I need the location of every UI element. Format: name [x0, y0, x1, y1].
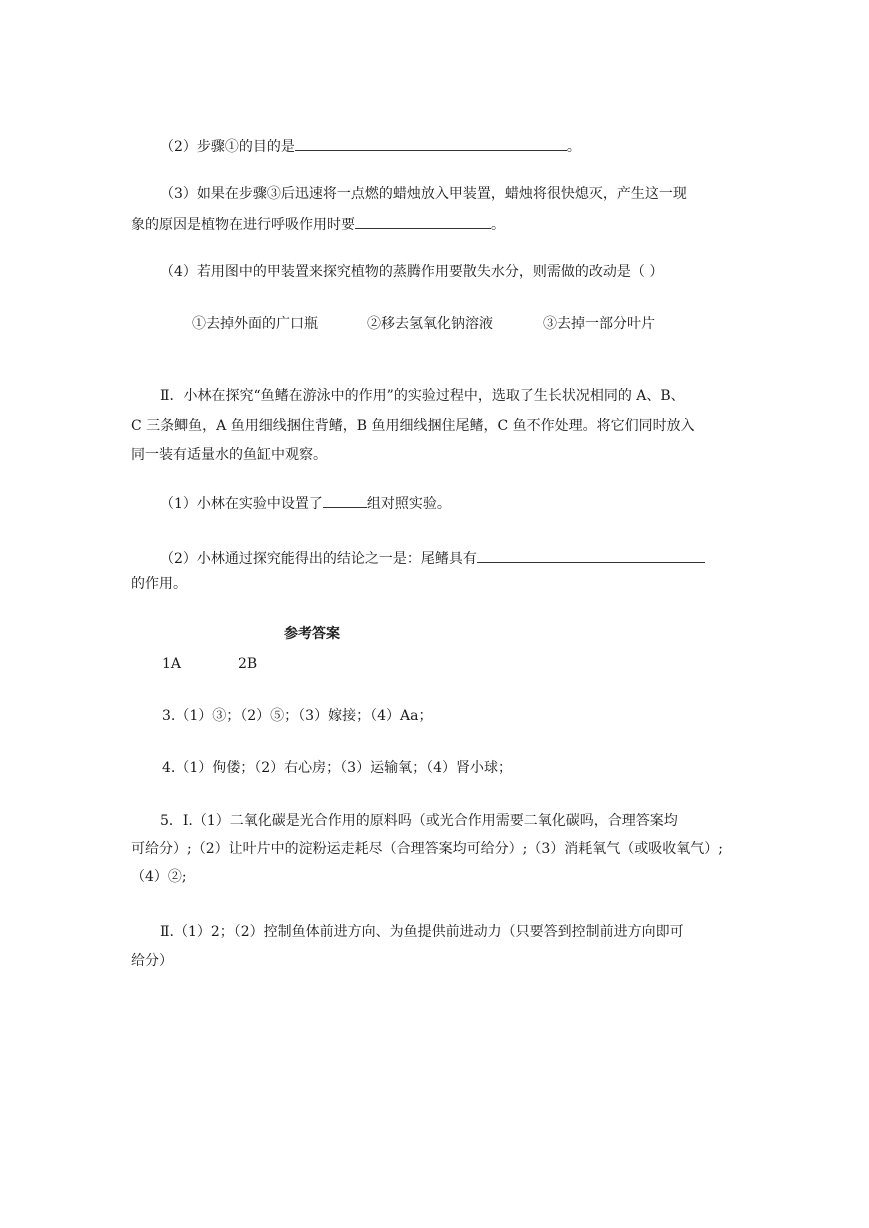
answer-6-line-1: Ⅱ.（1）2；（2）控制鱼体前进方向、为鱼提供前进动力（只要答到控制前进方向即可: [160, 924, 684, 940]
answer-blank: [295, 136, 567, 151]
part-2-question-1: （1）小林在实验中设置了 组对照实验。: [160, 493, 451, 514]
part-2-line-2: C 三条鲫鱼，A 鱼用细线捆住背鳍，B 鱼用细线捆住尾鳍，C 鱼不作处理。将它们同时放入: [131, 418, 695, 434]
answer-5-line-3: （4）②;: [131, 869, 187, 885]
answer-5-line-2: 可给分）;（2）让叶片中的淀粉运走耗尽（合理答案均可给分）;（3）消耗氧气（或吸收氧气）;: [131, 841, 723, 857]
answer-2: 2B: [238, 656, 258, 672]
answer-1: 1A: [162, 656, 182, 672]
part-2-line-1: Ⅱ．小林在探究“鱼鳍在游泳中的作用”的实验过程中，选取了生长状况相同的 A、B、: [160, 388, 685, 404]
question-4-stem: （4）若用图中的甲装置来探究植物的蒸腾作用要散失水分，则需做的改动是（ ）: [160, 264, 664, 280]
answer-6-line-2: 给分）: [131, 953, 173, 969]
question-3-line-1: （3）如果在步骤③后迅速将一点燃的蜡烛放入甲装置，蜡烛将很快熄灭，产生这一现: [160, 186, 687, 202]
answer-5-line-1: 5．Ⅰ.（1）二氧化碳是光合作用的原料吗（或光合作用需要二氧化碳吗，合理答案均: [160, 813, 678, 829]
question-4-option-3: ③去掉一部分叶片: [543, 316, 655, 332]
question-4-option-1: ①去掉外面的广口瓶: [192, 316, 318, 332]
question-2-text: （2）步骤①的目的是: [160, 139, 295, 155]
part-2-question-2: （2）小林通过探究能得出的结论之一是：尾鳍具有: [160, 548, 705, 569]
answer-blank: [477, 548, 705, 563]
answers-heading: 参考答案: [284, 626, 340, 642]
part-2-line-3: 同一装有适量水的鱼缸中观察。: [131, 447, 327, 463]
question-3-line-2: 象的原因是植物在进行呼吸作用时要 。: [131, 214, 505, 235]
answer-4: 4.（1）佝偻；（2）右心房；（3）运输氧；（4）肾小球；: [162, 760, 512, 776]
part-2-question-2-line-2: 的作用。: [131, 576, 187, 592]
question-4-option-2: ②移去氢氧化钠溶液: [367, 316, 493, 332]
answer-blank: [323, 493, 367, 508]
answer-blank: [355, 214, 491, 229]
question-2: （2）步骤①的目的是 。: [160, 136, 581, 157]
answer-3: 3.（1）③；（2）⑤；（3）嫁接；（4）Aa；: [162, 708, 433, 724]
